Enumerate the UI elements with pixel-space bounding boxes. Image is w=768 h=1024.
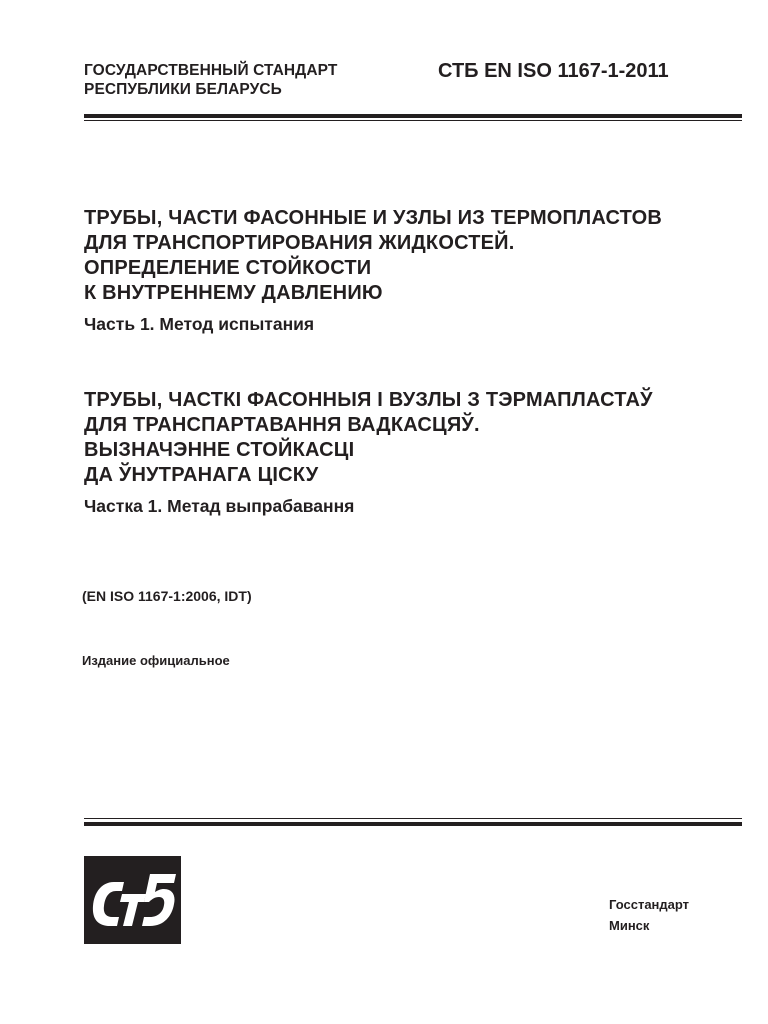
title-russian (84, 206, 662, 306)
title-belarusian (84, 388, 653, 488)
title-by-line-3: ВЫЗНАЧЭННЕ СТОЙКАСЦІ (84, 439, 355, 461)
issuing-organization (84, 61, 337, 99)
org-line-2: РЕСПУБЛИКИ БЕЛАРУСЬ (84, 81, 282, 98)
header-rule-thick (84, 114, 742, 118)
publisher-city: Минск (609, 918, 650, 933)
part-russian: Часть 1. Метод испытания (84, 314, 315, 334)
title-ru-line-4: К ВНУТРЕННЕМУ ДАВЛЕНИЮ (84, 282, 383, 304)
header-rule-thin (84, 120, 742, 121)
footer-rule-thick (84, 822, 742, 826)
title-by-line-2: ДЛЯ ТРАНСПАРТАВАННЯ ВАДКАСЦЯЎ. (84, 414, 480, 436)
publisher (609, 894, 689, 936)
publisher-name: Госстандарт (609, 897, 690, 912)
title-ru-line-3: ОПРЕДЕЛЕНИЕ СТОЙКОСТИ (84, 257, 372, 279)
standard-designation: СТБ EN ISO 1167-1-2011 (438, 60, 669, 82)
title-ru-line-1: ТРУБЫ, ЧАСТИ ФАСОННЫЕ И УЗЛЫ ИЗ ТЕРМОПЛАСТОВ (84, 207, 662, 229)
international-reference: (EN ISO 1167-1:2006, IDT) (82, 588, 252, 604)
title-by-line-4: ДА ЎНУТРАНАГА ЦІСКУ (84, 464, 319, 486)
part-belarusian: Частка 1. Метад выпрабавання (84, 496, 355, 516)
footer-rule-thin (84, 818, 742, 819)
title-ru-line-2: ДЛЯ ТРАНСПОРТИРОВАНИЯ ЖИДКОСТЕЙ. (84, 232, 515, 254)
org-line-1: ГОСУДАРСТВЕННЫЙ СТАНДАРТ (84, 62, 338, 79)
edition-note: Издание официальное (82, 653, 230, 668)
title-by-line-1: ТРУБЫ, ЧАСТКІ ФАСОННЫЯ І ВУЗЛЫ З ТЭРМАПЛАСТАЎ (84, 389, 653, 411)
stb-logo-icon (84, 856, 181, 944)
